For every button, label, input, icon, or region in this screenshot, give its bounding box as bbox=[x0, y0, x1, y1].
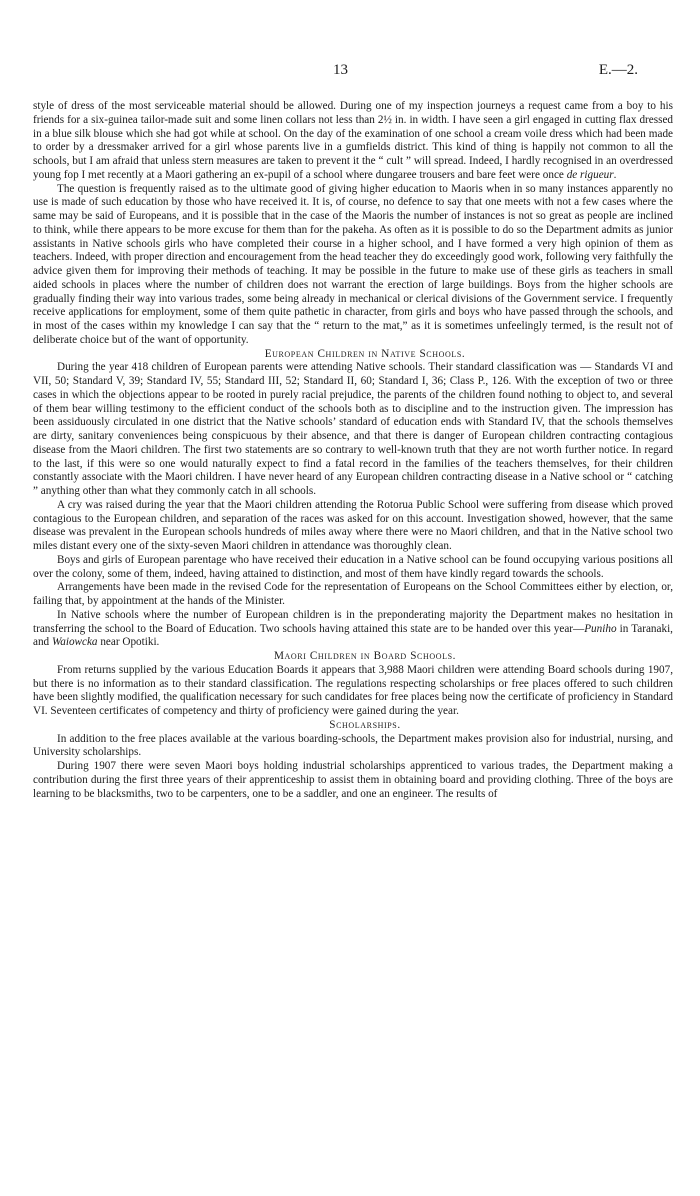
document-body bbox=[33, 100, 673, 801]
paragraph: Boys and girls of European parentage who have received their education in a Native school can be found occupying various positions all over the colony, some of them, indeed, having attained to distinction, and most of them have kindly regard towards the schools. bbox=[33, 553, 673, 580]
place-name: Waiowcka bbox=[51, 636, 98, 649]
paragraph: From returns supplied by the various Education Boards it appears that 3,988 Maori children were attending Board schools during 1907, but there is no information as to their standard classification. The regulations respecting scholarships or free places offered to such children have been slightly modified, the qualification necessary for such candidates for free places being now the certificate of proficiency in Standard VI. Seventeen certificates of competency and thirty of proficiency were gained during the year. bbox=[33, 663, 673, 717]
section-heading-european-children: European Children in Native Schools. bbox=[264, 347, 466, 360]
page-number: 13 bbox=[333, 62, 348, 78]
italic-phrase: de rigueur bbox=[566, 168, 614, 181]
paragraph-text: in Taranaki, and bbox=[33, 622, 673, 649]
paragraph-text: style of dress of the most serviceable material should be allowed. During one of my inspection journeys a request came from a boy to his friends for a six-guinea tailor-made suit and some linen collars not less than 2½ in. in width. I have seen a girl engaged in cutting flax dressed in a blue silk blouse which she had got while at school. On the day of the examination of one school a cream voile dress which had been made to order by a dressmaker arrived for a girl whose parents live in a gumfields district. This kind of thing is happily not common to all the schools, but I am afraid that unless stern measures are taken to prevent it the “ cult ” will spread. Indeed, I hardly recognised in an overdressed young fop I met recently at a Maori gathering an ex-pupil of a school where dungaree trousers and bare feet were once bbox=[33, 100, 673, 181]
paragraph: In addition to the free places available at the various boarding-schools, the Department makes provision also for industrial, nursing, and University scholarships. bbox=[33, 732, 673, 759]
paragraph: A cry was raised during the year that the Maori children attending the Rotorua Public School were suffering from disease which proved contagious to the European children, and separation of the races was asked for on this account. Investigation showed, however, that the same disease was prevalent in the European schools hundreds of miles away where there were no Maori children, and that in the Native school two miles distant every one of the sixty-seven Maori children in attendance was thoroughly clean. bbox=[33, 498, 673, 552]
paragraph: During 1907 there were seven Maori boys holding industrial scholarships apprenticed to various trades, the Department making a contribution during the first three years of their apprenticeship to assist them in obtaining board and providing clothing. Three of the boys are learning to be blacksmiths, two to be carpenters, one to be a saddler, and one an engineer. The results of bbox=[33, 760, 673, 800]
paragraph: style of dress of the most serviceable material should be allowed. During one of my inspection journeys a request came from a boy to his friends for a six-guinea tailor-made suit and some linen collars not less than 2½ in. in width. I have seen a girl engaged in cutting flax dressed in a blue silk blouse which she had got while at school. On the day of the examination of one school a cream voile dress which had been made to order by a dressmaker arrived for a girl whose parents live in a gumfields district. This kind of thing is happily not common to all the schools, but I am afraid that unless stern measures are taken to prevent it the “ cult ” will spread. Indeed, I hardly recognised in an overdressed young fop I met recently at a Maori gathering an ex-pupil of a school where dungaree trousers and bare feet were once de rigueur. bbox=[33, 100, 673, 181]
paragraph: During the year 418 children of European parents were attending Native schools. Their standard classification was — Standards VI and VII, 50; Standard V, 39; Standard IV, 55; Standard III, 52; Standard II, 60; Standard I, 36; Class P., 126. With the exception of two or three cases in which the objections appear to be rooted in purely racial prejudice, the parents of the children found nothing to object to, and several of them bear willing testimony to the efficient conduct of the schools both as to discipline and to the instruction given. The impression has been assiduously circulated in one district that the Native schools’ standard of education ends with Standard IV, that the schools themselves are dirty, sanitary conveniences being conspicuous by their absence, and that there is danger of European children contracting contagious disease from the Maori children. The first two statements are so contrary to well-known truth that they are not worth further notice. In regard to the last, if this were so one would naturally expect to find a fatal record in the families of the teachers themselves, for their children constantly associate with the Maori children. I have never heard of any European children contracting disease in a Native school or “ catching ” anything other than what they commonly catch in all schools. bbox=[33, 361, 673, 497]
paragraph-text: In Native schools where the number of European children is in the preponderating majority the Department makes no hesitation in transferring the school to the Board of Education. Two schools having attained this state are to be handed over this year— bbox=[33, 608, 673, 635]
paragraph: The question is frequently raised as to the ultimate good of giving higher education to Maoris when in so many instances apparently no use is made of such education by those who have received it. It is, of course, no defence to say that one meets with not a few cases where the same may be said of Europeans, and it is possible that in the case of the Maoris the number of instances is not so great as people are inclined to think, while there appears to be more excuse for them than for the pakeha. As often as it is possible to do so the Department admits as junior assistants in Native schools girls who have completed their course in a higher school, and I have formed a very high opinion of them as teachers. Indeed, with proper direction and encouragement from the head teacher they do exceedingly good work, following very faithfully the advice given them for improving their methods of teaching. It may be possible in the future to make use of these girls as teachers in small aided schools in places where the number of children does not warrant the erection of large buildings. Boys from the higher schools are gradually finding their way into various trades, some being already in mechanical or clerical divisions of the Government service. I frequently receive applications for employment, some of them quite pathetic in character, from girls and boys who have passed through the schools, and in most of the cases within my knowledge I can say that the “ return to the mat,” as it is sometimes unfeelingly termed, is the result not of deliberate choice but of the want of opportunity. bbox=[33, 182, 673, 346]
document-reference: E.—2. bbox=[598, 62, 638, 78]
section-heading-maori-board-schools: Maori Children in Board Schools. bbox=[273, 650, 457, 662]
paragraph: Arrangements have been made in the revised Code for the representation of Europeans on the School Committees either by election, or, failing that, by appointment at the hands of the Minister. bbox=[33, 581, 673, 607]
section-heading-scholarships: Scholarships. bbox=[329, 718, 401, 731]
paragraph bbox=[33, 609, 673, 650]
page-header bbox=[0, 62, 700, 82]
paragraph-text: near Opotiki. bbox=[97, 636, 160, 649]
place-name: Puniho bbox=[584, 622, 617, 635]
